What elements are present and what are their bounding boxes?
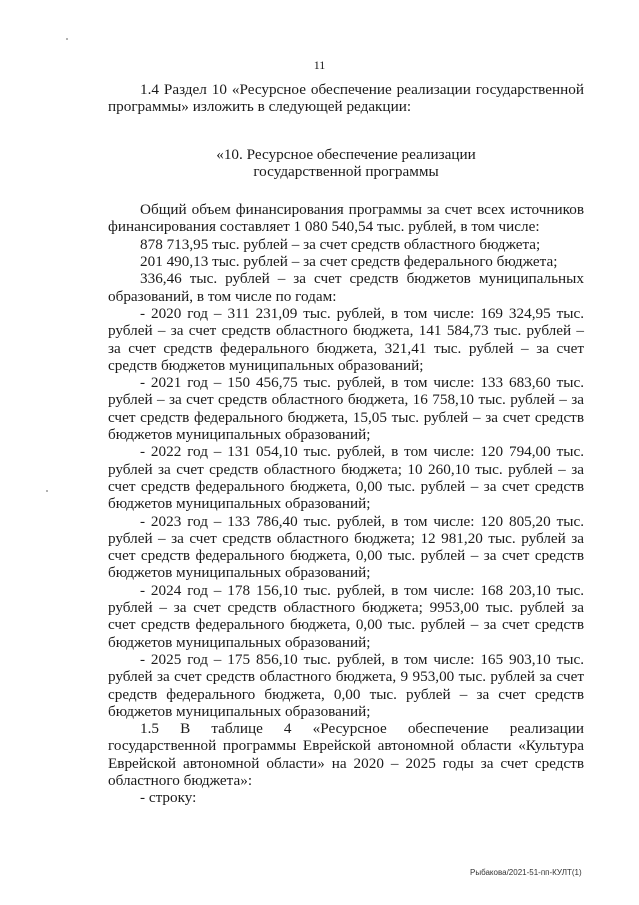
paragraph-section-1-5: 1.5 В таблице 4 «Ресурсное обеспечение реализации государственной программы Еврейской автономной области «Культура Еврейской автономной области» на 2020 – 2025 годы за счет средств областного бюджета»: [108, 720, 584, 789]
document-body [108, 81, 584, 807]
scan-speck [46, 490, 48, 492]
paragraph-section-1-4: 1.4 Раздел 10 «Ресурсное обеспечение реализации государственной программы» изложить в следующей редакции: [108, 81, 584, 116]
paragraph-year-2024: - 2024 год – 178 156,10 тыс. рублей, в том числе: 168 203,10 тыс. рублей – за счет средств областного бюджета; 9953,00 тыс. рублей за счет средств федерального бюджета, 0,00 тыс. рублей – за счет средств бюджетов муниципальных образований; [108, 581, 584, 651]
paragraph-year-2022: - 2022 год – 131 054,10 тыс. рублей, в том числе: 120 794,00 тыс. рублей за счет средств областного бюджета; 10 260,10 тыс. рублей – за счет средств федерального бюджета, 0,00 тыс. рублей – за счет средств бюджетов муниципальных образований; [108, 443, 584, 513]
paragraph-total-financing: Общий объем финансирования программы за счет всех источников финансирования составляет 1 080 540,54 тыс. рублей, в том числе: [108, 201, 584, 236]
paragraph-year-2021: - 2021 год – 150 456,75 тыс. рублей, в том числе: 133 683,60 тыс. рублей – за счет средств областного бюджета, 16 758,10 тыс. рублей – за счет средств федерального бюджета, 15,05 тыс. рублей – за счет средств бюджетов муниципальных образований; [108, 374, 584, 444]
paragraph-year-2025: - 2025 год – 175 856,10 тыс. рублей, в том числе: 165 903,10 тыс. рублей за счет средств областного бюджета, 9 953,00 тыс. рублей за счет средств федерального бюджета, 0,00 тыс. рублей – за счет средств бюджетов муниципальных образований; [108, 650, 584, 720]
scan-speck [66, 38, 68, 40]
paragraph-year-2023: - 2023 год – 133 786,40 тыс. рублей, в том числе: 120 805,20 тыс. рублей – за счет средств областного бюджета; 12 981,20 тыс. рублей за счет средств федерального бюджета, 0,00 тыс. рублей – за счет средств бюджетов муниципальных образований; [108, 512, 584, 582]
document-footer-code: Рыбакова/2021-51-пп-КУЛТ(1) [470, 868, 582, 877]
section-heading-line-2: государственной программы [253, 162, 439, 180]
paragraph-year-2020: - 2020 год – 311 231,09 тыс. рублей, в том числе: 169 324,95 тыс. рублей – за счет средств областного бюджета, 141 584,73 тыс. рублей – за счет средств федерального бюджета, 321,41 тыс. рублей – за счет средств бюджетов муниципальных образований; [108, 304, 584, 374]
section-heading-line-1: «10. Ресурсное обеспечение реализации [216, 145, 476, 163]
page-number: 11 [313, 58, 326, 72]
paragraph-municipal-budget: 336,46 тыс. рублей – за счет средств бюджетов муниципальных образований, в том числе по годам: [108, 270, 584, 305]
paragraph-federal-budget: 201 490,13 тыс. рублей – за счет средств федерального бюджета; [140, 253, 558, 271]
paragraph-regional-budget: 878 713,95 тыс. рублей – за счет средств областного бюджета; [140, 235, 541, 253]
paragraph-row-label: - строку: [140, 789, 197, 807]
